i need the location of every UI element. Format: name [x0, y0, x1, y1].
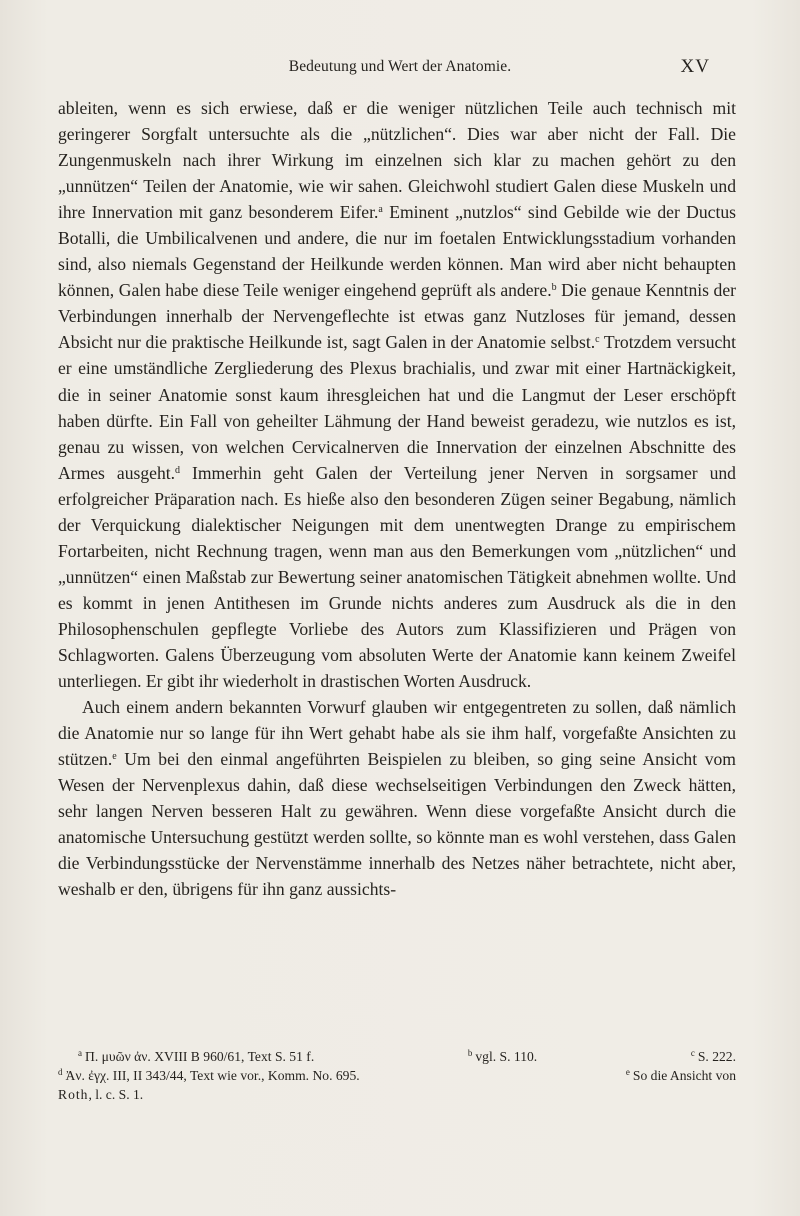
page-number: XV — [680, 56, 710, 77]
footnote-mark: c — [690, 1048, 695, 1058]
footnote-line — [58, 1047, 736, 1066]
footnote-b — [468, 1047, 537, 1066]
footnote-mark: d — [58, 1067, 63, 1077]
text-run: Um bei den einmal angeführten Beispielen zu bleiben, so ging seine Ansicht vom Wesen der Nervenplexus dahin, daß diese wechselseitigen Verbindungen den Zweck hätten, sehr langen Nerven besseren Halt zu gewähren. Wenn diese vorgefaßte Ansicht durch die anatomische Untersuchung gestützt werden sollte, so könnte man es wohl verstehen, dass Galen die Verbindungsstücke der Nervenstämme innerhalb des Netzes näher betrachtete, nicht aber, weshalb er den, übrigens für ihn ganz aussichts- — [58, 749, 736, 900]
footnote-mark: a — [78, 1048, 82, 1058]
text-run: Immerhin geht Galen der Verteilung jener Nerven in sorgsamer und erfolgreicher Präparation nach. Es hieße also den besonderen Zügen seiner Begabung, nämlich der Verquickung dialektischer Neigungen mit dem unentwegten Drange zu empirischem Fortarbeiten, nicht Rechnung tragen, wenn man aus den Bemerkungen vom „nützlichen“ und „unnützen“ einen Maßstab zur Bewertung seiner anatomischen Tätigkeit abnehmen wollte. Und es kommt in jenen Antithesen im Grunde nichts anderes zum Ausdruck als die in den Philosophenschulen gepflegte Vorliebe des Autors zum Klassifizieren und Prägen von Schlagworten. Galens Überzeugung vom absoluten Werte der Anatomie kann keinem Zweifel unterliegen. Er gibt ihr wiederholt in drastischen Worten Ausdruck. — [58, 462, 736, 692]
text-run: Trotzdem versucht er eine umständliche Zergliederung des Plexus brachialis, und zwar mit einer Hartnäckigkeit, die in seiner Anatomie sonst kaum ihresgleichen hat und die Langmut der Leser erschöpft haben dürfte. Ein Fall von geheilter Lähmung der Hand beweist geradezu, wie nutzlos es ist, genau zu wissen, von welchen Cervicalnerven die Innervation der einzelnen Abschnitte des Armes ausgeht. — [58, 332, 736, 483]
footnote-e — [626, 1066, 736, 1085]
running-head — [0, 56, 800, 80]
footnote-marker: a — [378, 204, 383, 216]
footnote-d — [58, 1066, 360, 1085]
footnote-text: So die Ansicht von — [632, 1068, 736, 1083]
footnote-c — [691, 1047, 736, 1066]
footnote-marker: e — [112, 751, 117, 763]
text-run: Eminent „nutzlos“ sind Gebilde wie der Ductus Botalli, die Umbilicalvenen und andere, die nur im foetalen Entwicklungsstadium vorhanden sind, also niemals Gegenstand der Heilkunde werden können. Man wird aber nicht behaupten können, Galen habe diese Teile weniger eingehend geprüft als andere. — [58, 202, 736, 301]
footnote-mark: e — [625, 1067, 630, 1077]
footnote-mark: b — [467, 1048, 473, 1058]
footnote-line — [58, 1066, 736, 1085]
footnote-marker: d — [175, 464, 181, 476]
footnote-line — [58, 1085, 736, 1104]
footnote-text: , l. c. S. 1. — [88, 1087, 144, 1102]
footnote-a — [78, 1047, 314, 1066]
running-title: Bedeutung und Wert der Anatomie. — [288, 58, 512, 75]
footnote-text: S. 222. — [697, 1049, 736, 1064]
main-text — [58, 95, 736, 902]
text-run: Die genaue Kenntnis der Verbindungen innerhalb der Nervengeflechte ist etwas ganz Nutzloses für jemand, dessen Absicht nur die praktische Heilkunde ist, sagt Galen in der Anatomie selbst. — [58, 280, 736, 353]
paragraph — [58, 694, 736, 902]
text-run: ableiten, wenn es sich erwiese, daß er die weniger nützlichen Teile auch technisch mit geringerer Sorgfalt untersuchte als die „nützlichen“. Dies war aber nicht der Fall. Die Zungenmuskeln nach ihrer Wirkung im einzelnen sich klar zu machen gehört zu den „unnützen“ Teilen der Anatomie, wie wir sahen. Gleichwohl studiert Galen diese Muskeln und ihre Innervation mit ganz besonderem Eifer. — [58, 98, 736, 223]
text-run: Auch einem andern bekannten Vorwurf glauben wir entgegentreten zu sollen, daß nämlich die Anatomie nur so lange für ihn Wert gehabt habe als sie ihm half, vorgefaßte Ansichten zu stützen. — [58, 697, 736, 770]
footnotes — [58, 1047, 736, 1104]
footnote-marker: c — [595, 334, 600, 346]
paragraph — [58, 95, 736, 694]
footnote-text: Π. μυῶν ἀν. XVIII B 960/61, Text S. 51 f. — [85, 1049, 315, 1064]
footnote-text: Ἀν. ἐγχ. III, II 343/44, Text wie vor., Komm. No. 695. — [65, 1068, 360, 1083]
footnote-text: vgl. S. 110. — [475, 1049, 538, 1064]
footnote-marker: b — [551, 282, 557, 294]
footnote-author: Roth — [58, 1087, 89, 1102]
